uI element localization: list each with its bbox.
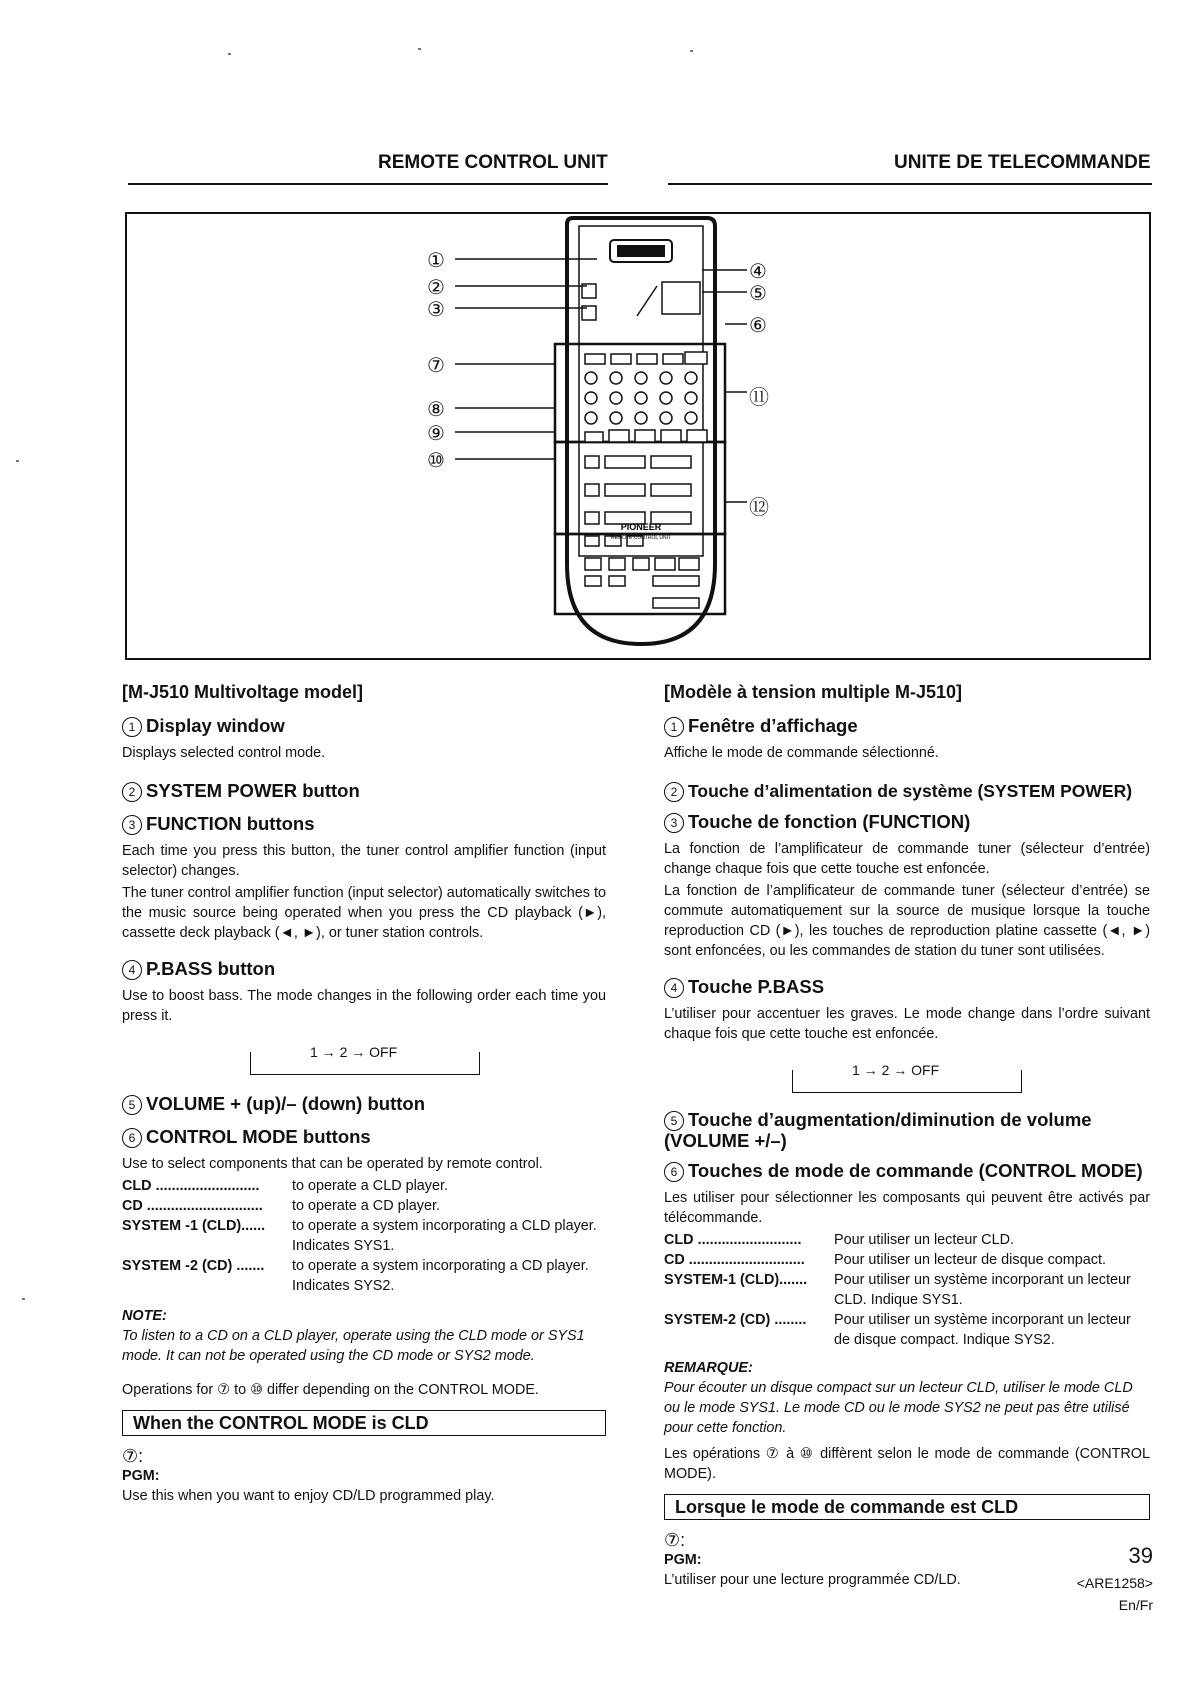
- section-3-title: 3 FUNCTION buttons: [122, 814, 606, 835]
- model-title-fr: [Modèle à tension multiple M-J510]: [664, 682, 963, 702]
- remote-illustration: [127, 214, 1149, 658]
- pbass-sequence-text: 1 → 2 → OFF: [306, 1042, 401, 1062]
- cld-mode-box-title: When the CONTROL MODE is CLD: [122, 1410, 606, 1436]
- pbass-sequence-diagram-fr: [664, 1058, 1150, 1096]
- scan-speck: [228, 53, 231, 55]
- scan-speck: [22, 1298, 25, 1300]
- operations-text-fr: Les opérations ⑦ à ⑩ diffèrent selon le mode de commande (CONTROL MODE).: [664, 1446, 1150, 1482]
- pgm-label-fr: PGM:: [664, 1552, 702, 1568]
- section-3-paragraph-2: The tuner control amplifier function (input selector) automatically switches to the music source being operated when you press the CD playback (►), cassette deck playback (◄, ►), or tuner station controls.: [122, 885, 606, 941]
- section-5-title-fr: 5 Touche d’augmentation/diminution de volume (VOLUME +/–): [664, 1109, 1092, 1151]
- section-4-text: Use to boost bass. The mode changes in the following order each time you press it.: [122, 988, 606, 1024]
- scan-speck: [16, 460, 19, 462]
- callout-4: ④: [749, 261, 767, 283]
- section-1-text: Displays selected control mode.: [122, 745, 326, 761]
- note-title: NOTE:: [122, 1308, 167, 1324]
- mode-key-cld: CLD ..........................: [122, 1178, 260, 1194]
- remote-figure: [125, 212, 1151, 660]
- pgm-label: PGM:: [122, 1468, 160, 1484]
- mode-desc-cd-fr: Pour utiliser un lecteur de disque compact.: [834, 1252, 1106, 1268]
- mode-desc-cd: to operate a CD player.: [292, 1198, 440, 1214]
- header-right-title: UNITE DE TELECOMMANDE: [894, 152, 1151, 173]
- pgm-text: Use this when you want to enjoy CD/LD programmed play.: [122, 1488, 495, 1504]
- pbass-sequence-diagram: [122, 1040, 606, 1078]
- section-4-title-fr: 4 Touche P.BASS: [664, 977, 1150, 998]
- cld-mode-box-title-fr: Lorsque le mode de commande est CLD: [664, 1494, 1150, 1520]
- section-6-text: Use to select components that can be operated by remote control.: [122, 1156, 543, 1172]
- callout-5: ⑤: [749, 283, 767, 305]
- section-6-title: 6 CONTROL MODE buttons: [122, 1127, 606, 1148]
- callout-10: ⑩: [427, 450, 445, 472]
- brand-label: PIONEER: [620, 522, 662, 532]
- mode-key-sys2: SYSTEM -2 (CD) .......: [122, 1258, 265, 1274]
- callout-2: ②: [427, 277, 445, 299]
- document-code: <ARE1258>: [1076, 1575, 1153, 1591]
- callout-9: ⑨: [427, 423, 445, 445]
- control-mode-list-fr: [664, 1230, 1150, 1350]
- pgm-text-fr: L’utiliser pour une lecture programmée CD/LD.: [664, 1572, 961, 1588]
- mode-key-cld-fr: CLD ..........................: [664, 1232, 802, 1248]
- section-4-title: 4 P.BASS button: [122, 959, 606, 980]
- header-right-rule: [668, 183, 1152, 185]
- model-title: [M-J510 Multivoltage model]: [122, 682, 364, 702]
- callout-12: ⑫: [749, 497, 769, 519]
- scan-speck: [690, 50, 693, 52]
- page-number: 39: [1128, 1543, 1153, 1568]
- section-3-paragraph-1: Each time you press this button, the tuner control amplifier function (input selector) changes.: [122, 843, 606, 879]
- header-left-rule: [128, 183, 608, 185]
- callout-3: ③: [427, 299, 445, 321]
- section-6-text-fr: Les utiliser pour sélectionner les composants qui peuvent être activés par télécommande.: [664, 1190, 1150, 1226]
- mode-key-cd-fr: CD .............................: [664, 1252, 805, 1268]
- section-3-paragraph-2-fr: La fonction de l’amplificateur de commande tuner (sélecteur d’entrée) se commute automatiquement sur la source de musique lorsque la touche reproduction CD (►), les touches de reproduction platine cassette (◄, ►) sont enfoncées, ou les commandes de station du tuner sont utilisées.: [664, 883, 1150, 959]
- mode-desc-sys1: to operate a system incorporating a CLD player. Indicates SYS1.: [292, 1218, 597, 1254]
- mode-desc-cld: to operate a CLD player.: [292, 1178, 448, 1194]
- section-6-title-fr: 6 Touches de mode de commande (CONTROL MODE): [664, 1161, 1150, 1182]
- callout-6: ⑥: [749, 315, 767, 337]
- operations-text: Operations for ⑦ to ⑩ differ depending on the CONTROL MODE.: [122, 1382, 539, 1398]
- mode-key-cd: CD .............................: [122, 1198, 263, 1214]
- callout-7: ⑦: [427, 355, 445, 377]
- section-2-title: 2 SYSTEM POWER button: [122, 781, 606, 802]
- callout-11: ⑪: [749, 387, 769, 409]
- control-mode-list: [122, 1176, 606, 1296]
- mode-key-sys2-fr: SYSTEM-2 (CD) ........: [664, 1312, 807, 1328]
- pbass-sequence-text-fr: 1 → 2 → OFF: [848, 1060, 943, 1080]
- section-4-text-fr: L’utiliser pour accentuer les graves. Le mode change dans l’ordre suivant chaque fois que cette touche est enfoncée.: [664, 1006, 1150, 1042]
- section-5-title: 5 VOLUME + (up)/– (down) button: [122, 1094, 606, 1115]
- callout-1: ①: [427, 250, 445, 272]
- mode-desc-sys1-fr: Pour utiliser un système incorporant un lecteur CLD. Indique SYS1.: [834, 1272, 1131, 1308]
- scan-speck: [418, 48, 421, 50]
- header-left-title: REMOTE CONTROL UNIT: [378, 152, 608, 173]
- note-text-fr: Pour écouter un disque compact sur un lecteur CLD, utiliser le mode CLD ou le mode SYS1. Le mode CD ou le mode SYS2 ne peut pas être utilisé pour cette fonction.: [664, 1380, 1133, 1436]
- section-3-paragraph-1-fr: La fonction de l’amplificateur de commande tuner (sélecteur d’entrée) change chaque fois que cette touche est enfoncée.: [664, 841, 1150, 877]
- section-1-title: 1 Display window: [122, 716, 606, 737]
- section-1-text-fr: Affiche le mode de commande sélectionné.: [664, 745, 939, 761]
- callout-8: ⑧: [427, 399, 445, 421]
- mode-desc-sys2-fr: Pour utiliser un système incorporant un lecteur de disque compact. Indique SYS2.: [834, 1312, 1131, 1348]
- section-2-title-fr: 2 Touche d’alimentation de système (SYSTEM POWER): [664, 781, 1150, 802]
- brand-sub-label: REMOTE CONTROL UNIT: [610, 535, 672, 541]
- mode-key-sys1: SYSTEM -1 (CLD)......: [122, 1218, 266, 1234]
- item-7-label: ⑦:: [122, 1446, 144, 1466]
- section-3-title-fr: 3 Touche de fonction (FUNCTION): [664, 812, 1150, 833]
- mode-key-sys1-fr: SYSTEM-1 (CLD).......: [664, 1272, 808, 1288]
- language-code: En/Fr: [1118, 1597, 1153, 1613]
- section-1-title-fr: 1 Fenêtre d’affichage: [664, 716, 1150, 737]
- note-text: To listen to a CD on a CLD player, operate using the CLD mode or SYS1 mode. It can not be operated using the CD mode or SYS2 mode.: [122, 1328, 585, 1364]
- english-column: [122, 678, 606, 1508]
- mode-desc-sys2: to operate a system incorporating a CD player. Indicates SYS2.: [292, 1258, 589, 1294]
- note-title-fr: REMARQUE:: [664, 1360, 753, 1376]
- french-column: [664, 678, 1150, 1592]
- mode-desc-cld-fr: Pour utiliser un lecteur CLD.: [834, 1232, 1014, 1248]
- item-7-label-fr: ⑦:: [664, 1530, 686, 1550]
